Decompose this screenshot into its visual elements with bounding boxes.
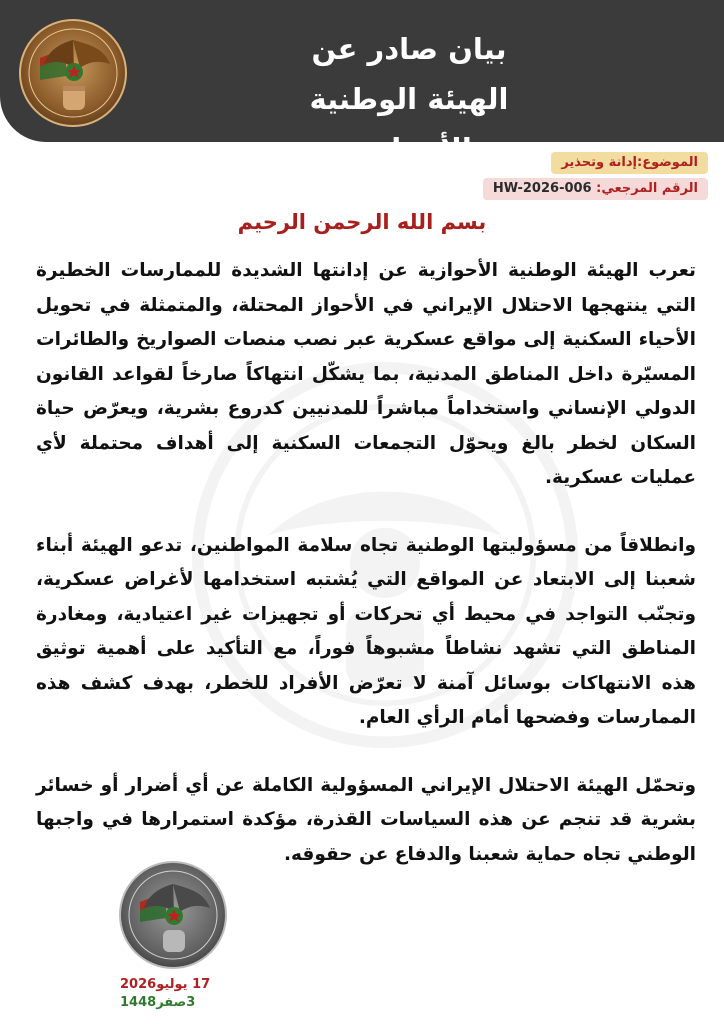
subject-badge	[551, 152, 708, 174]
reference-label: الرقم المرجعي:	[596, 181, 698, 196]
hijri-date: 3صفر1448	[120, 995, 196, 1010]
organization-emblem-icon	[18, 18, 128, 128]
basmala-heading: بسم الله الرحمن الرحيم	[237, 210, 487, 234]
header-title-line1: بيان صادر عن	[311, 32, 507, 66]
header-title-line2: الهيئة الوطنية الأحوازية	[309, 82, 509, 166]
statement-paragraph-2: وانطلاقاً من مسؤوليتها الوطنية تجاه سلامة المواطنين، تدعو الهيئة أبناء شعبنا إلى الابتعاد عن المواقع التي يُشتبه استخدامها لأغراض عسكرية، وتجنّب التواجد في محيط أي تحركات أو تجهيزات غير اعتيادية، ومغادرة المناطق التي تشهد نشاطاً مشبوهاً فوراً، مع التأكيد على أهمية توثيق هذه الانتهاكات بوسائل آمنة لا تعرّض الأفراد للخطر، بهدف كشف هذه الممارسات وفضحها أمام الرأي العام.	[36, 534, 696, 728]
reference-value: HW-2026-006	[492, 181, 592, 196]
header-title	[244, 24, 574, 174]
reference-badge	[483, 178, 708, 200]
statement-paragraph-3: وتحمّل الهيئة الاحتلال الإيراني المسؤولية الكاملة عن أي أضرار أو خسائر بشرية قد تنجم عن هذه السياسات القذرة، مؤكدة استمرارها في واجبها الوطني تجاه حماية شعبنا والدفاع عن حقوقه.	[36, 774, 696, 865]
gregorian-date: 17 يوليو2026	[120, 977, 211, 992]
subject-label: الموضوع:	[637, 155, 698, 170]
issue-date	[120, 976, 230, 1012]
statement-paragraph-1: تعرب الهيئة الوطنية الأحوازية عن إدانتها الشديدة للممارسات الخطيرة التي ينتهجها الاحتلال الإيراني في الأحواز المحتلة، والمتمثلة في تحويل الأحياء السكنية إلى مواقع عسكرية عبر نصب منصات الصواريخ والطائرات المسيّرة داخل المناطق المدنية، بما يشكّل انتهاكاً صارخاً لقواعد القانون الدولي الإنساني واستخداماً مباشراً للمدنيين كدروع بشرية، ويعرّض حياة السكان لخطر بالغ ويحوّل التجمعات السكنية إلى أهداف محتملة لأي عمليات عسكرية.	[36, 260, 696, 488]
subject-value: إدانة وتحذير	[561, 155, 637, 170]
statement-body	[36, 254, 696, 905]
footer-seal-icon	[118, 860, 228, 970]
